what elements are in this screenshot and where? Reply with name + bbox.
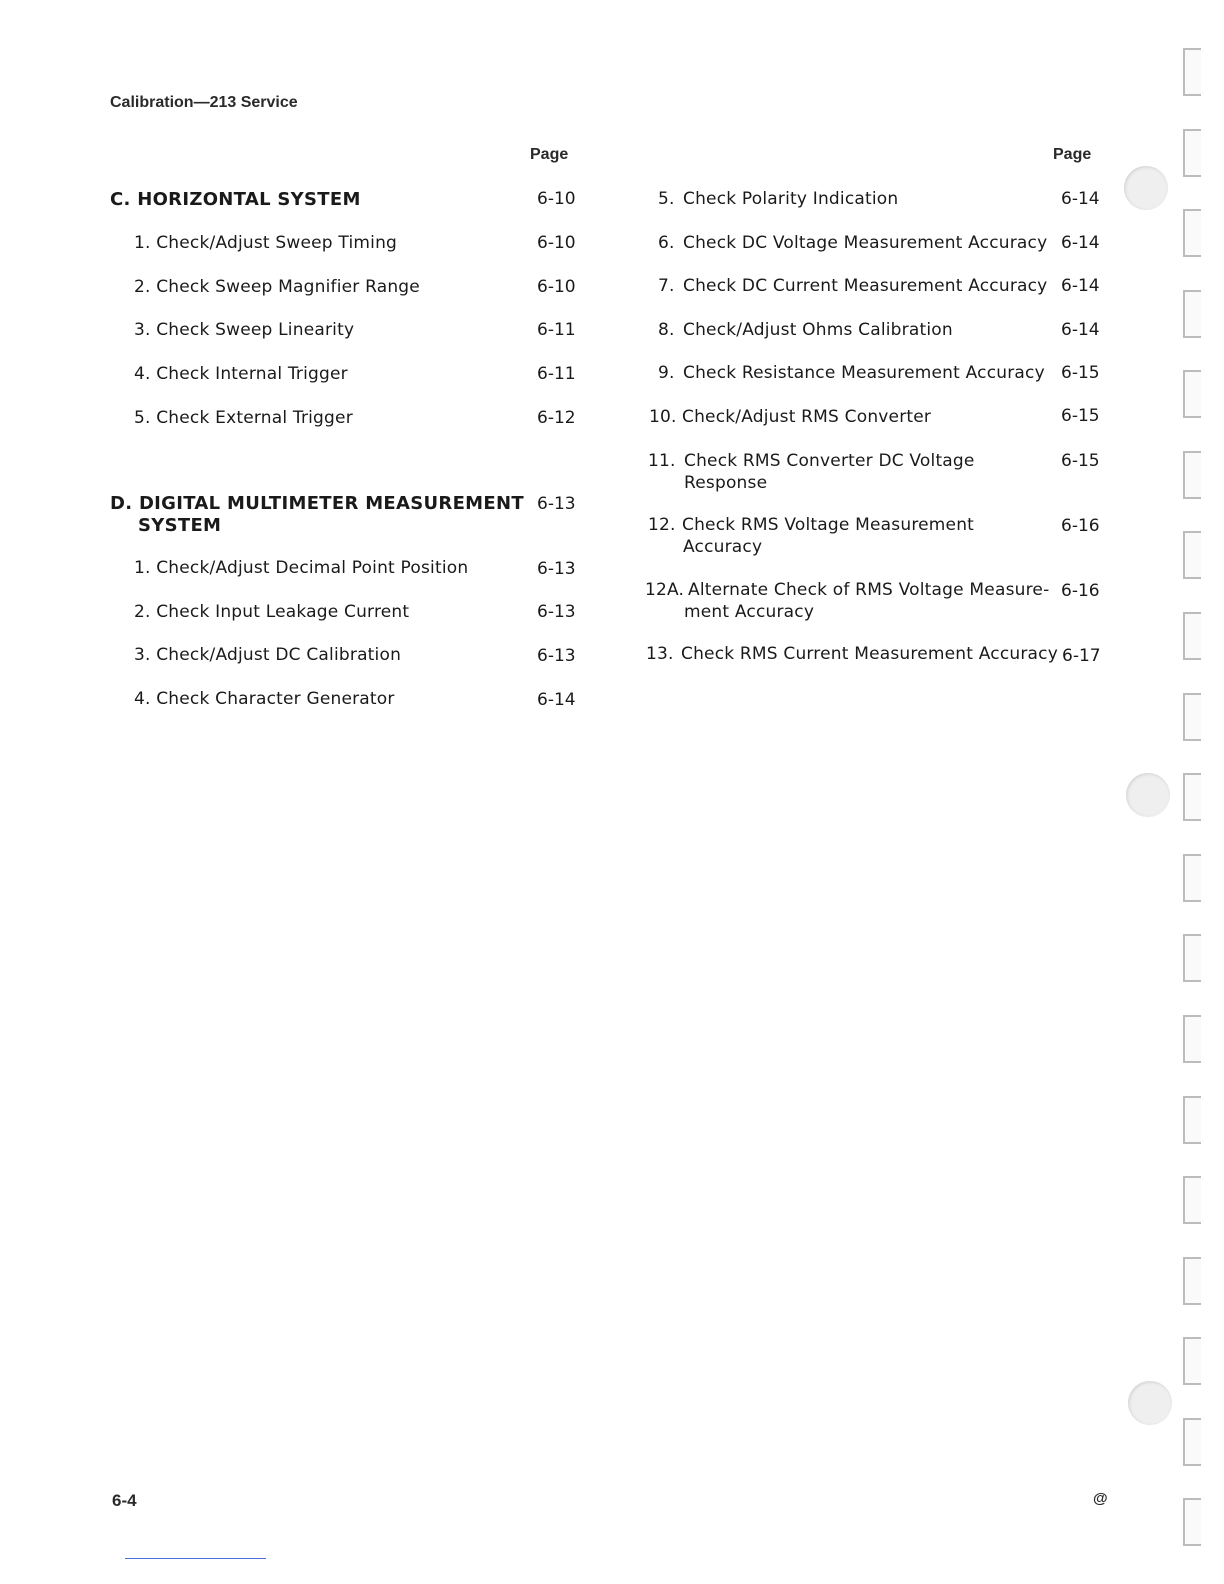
toc-page-12: 6-16 xyxy=(1061,516,1100,536)
toc-item-d2: 2. Check Input Leakage Current xyxy=(134,602,410,622)
page-column-header-right: Page xyxy=(1053,146,1092,163)
toc-item-12: Check RMS Voltage Measurement xyxy=(682,515,975,535)
edge-tab xyxy=(1183,290,1201,338)
edge-tab xyxy=(1183,531,1201,579)
toc-page-d4: 6-14 xyxy=(537,690,576,710)
edge-tab xyxy=(1183,370,1201,418)
toc-num-13: 13. xyxy=(646,644,674,664)
toc-item-d1: 1. Check/Adjust Decimal Point Position xyxy=(134,558,469,578)
scan-underline xyxy=(125,1558,266,1559)
binder-hole xyxy=(1128,1381,1172,1425)
toc-item-8: Check/Adjust Ohms Calibration xyxy=(683,320,953,340)
toc-page-10: 6-15 xyxy=(1061,406,1100,426)
section-d-page: 6-13 xyxy=(537,494,576,514)
page-column-header-left: Page xyxy=(530,146,569,163)
edge-tab xyxy=(1183,1257,1201,1305)
edge-tab xyxy=(1183,612,1201,660)
toc-item-d4: 4. Check Character Generator xyxy=(134,689,395,709)
toc-item-c3: 3. Check Sweep Linearity xyxy=(134,320,355,340)
toc-page-11: 6-15 xyxy=(1061,451,1100,471)
toc-num-5: 5. xyxy=(658,189,675,209)
toc-page-c1: 6-10 xyxy=(537,233,576,253)
toc-page-12a: 6-16 xyxy=(1061,581,1100,601)
toc-page-9: 6-15 xyxy=(1061,363,1100,383)
toc-item-7: Check DC Current Measurement Accuracy xyxy=(683,276,1048,296)
edge-tab xyxy=(1183,48,1201,96)
toc-page-c5: 6-12 xyxy=(537,408,576,428)
toc-item-11: Check RMS Converter DC Voltage xyxy=(684,451,975,471)
edge-tab xyxy=(1183,1176,1201,1224)
footer-mark: @ xyxy=(1093,1490,1108,1507)
edge-tab xyxy=(1183,129,1201,177)
toc-page-7: 6-14 xyxy=(1061,276,1100,296)
toc-page-c4: 6-11 xyxy=(537,364,576,384)
toc-item-10: Check/Adjust RMS Converter xyxy=(682,407,932,427)
toc-page-d3: 6-13 xyxy=(537,646,576,666)
toc-num-12a: 12A. xyxy=(645,580,685,600)
edge-tab xyxy=(1183,1096,1201,1144)
edge-tab xyxy=(1183,1015,1201,1063)
toc-page-6: 6-14 xyxy=(1061,233,1100,253)
toc-page-d1: 6-13 xyxy=(537,559,576,579)
toc-item-5: Check Polarity Indication xyxy=(683,189,899,209)
toc-num-6: 6. xyxy=(658,233,675,253)
toc-page-13: 6-17 xyxy=(1062,646,1101,666)
edge-tab xyxy=(1183,1418,1201,1466)
toc-item-12a: Alternate Check of RMS Voltage Measure- xyxy=(688,580,1050,600)
toc-item-13: Check RMS Current Measurement Accuracy xyxy=(681,644,1058,664)
toc-item-d3: 3. Check/Adjust DC Calibration xyxy=(134,645,402,665)
binder-hole xyxy=(1124,166,1168,210)
section-d-title: D. DIGITAL MULTIMETER MEASUREMENT xyxy=(110,493,524,514)
running-header: Calibration—213 Service xyxy=(110,94,298,111)
section-d-title-line2: SYSTEM xyxy=(138,515,222,536)
toc-num-12: 12. xyxy=(648,515,676,535)
edge-tab xyxy=(1183,451,1201,499)
edge-tab xyxy=(1183,773,1201,821)
toc-num-10: 10. xyxy=(649,407,677,427)
edge-tab xyxy=(1183,1337,1201,1385)
toc-page-5: 6-14 xyxy=(1061,189,1100,209)
toc-page-c3: 6-11 xyxy=(537,320,576,340)
section-c-title: C. HORIZONTAL SYSTEM xyxy=(110,189,361,210)
toc-item-c4: 4. Check Internal Trigger xyxy=(134,364,348,384)
toc-item-9: Check Resistance Measurement Accuracy xyxy=(683,363,1045,383)
toc-item-12a-line2: ment Accuracy xyxy=(684,602,815,622)
toc-item-c5: 5. Check External Trigger xyxy=(134,408,353,428)
edge-tab xyxy=(1183,854,1201,902)
binder-hole xyxy=(1126,773,1170,817)
edge-tab xyxy=(1183,934,1201,982)
section-c-page: 6-10 xyxy=(537,189,576,209)
toc-page-c2: 6-10 xyxy=(537,277,576,297)
edge-tab xyxy=(1183,693,1201,741)
toc-page-8: 6-14 xyxy=(1061,320,1100,340)
toc-num-11: 11. xyxy=(648,451,676,471)
toc-item-c2: 2. Check Sweep Magnifier Range xyxy=(134,277,420,297)
edge-tab xyxy=(1183,209,1201,257)
toc-num-7: 7. xyxy=(658,276,675,296)
toc-num-9: 9. xyxy=(658,363,675,383)
toc-item-12-line2: Accuracy xyxy=(683,537,763,557)
toc-page-d2: 6-13 xyxy=(537,602,576,622)
toc-item-11-line2: Response xyxy=(684,473,768,493)
page-number: 6-4 xyxy=(112,1491,137,1510)
toc-item-c1: 1. Check/Adjust Sweep Timing xyxy=(134,233,398,253)
toc-item-6: Check DC Voltage Measurement Accuracy xyxy=(683,233,1048,253)
edge-tab xyxy=(1183,1498,1201,1546)
toc-num-8: 8. xyxy=(658,320,675,340)
